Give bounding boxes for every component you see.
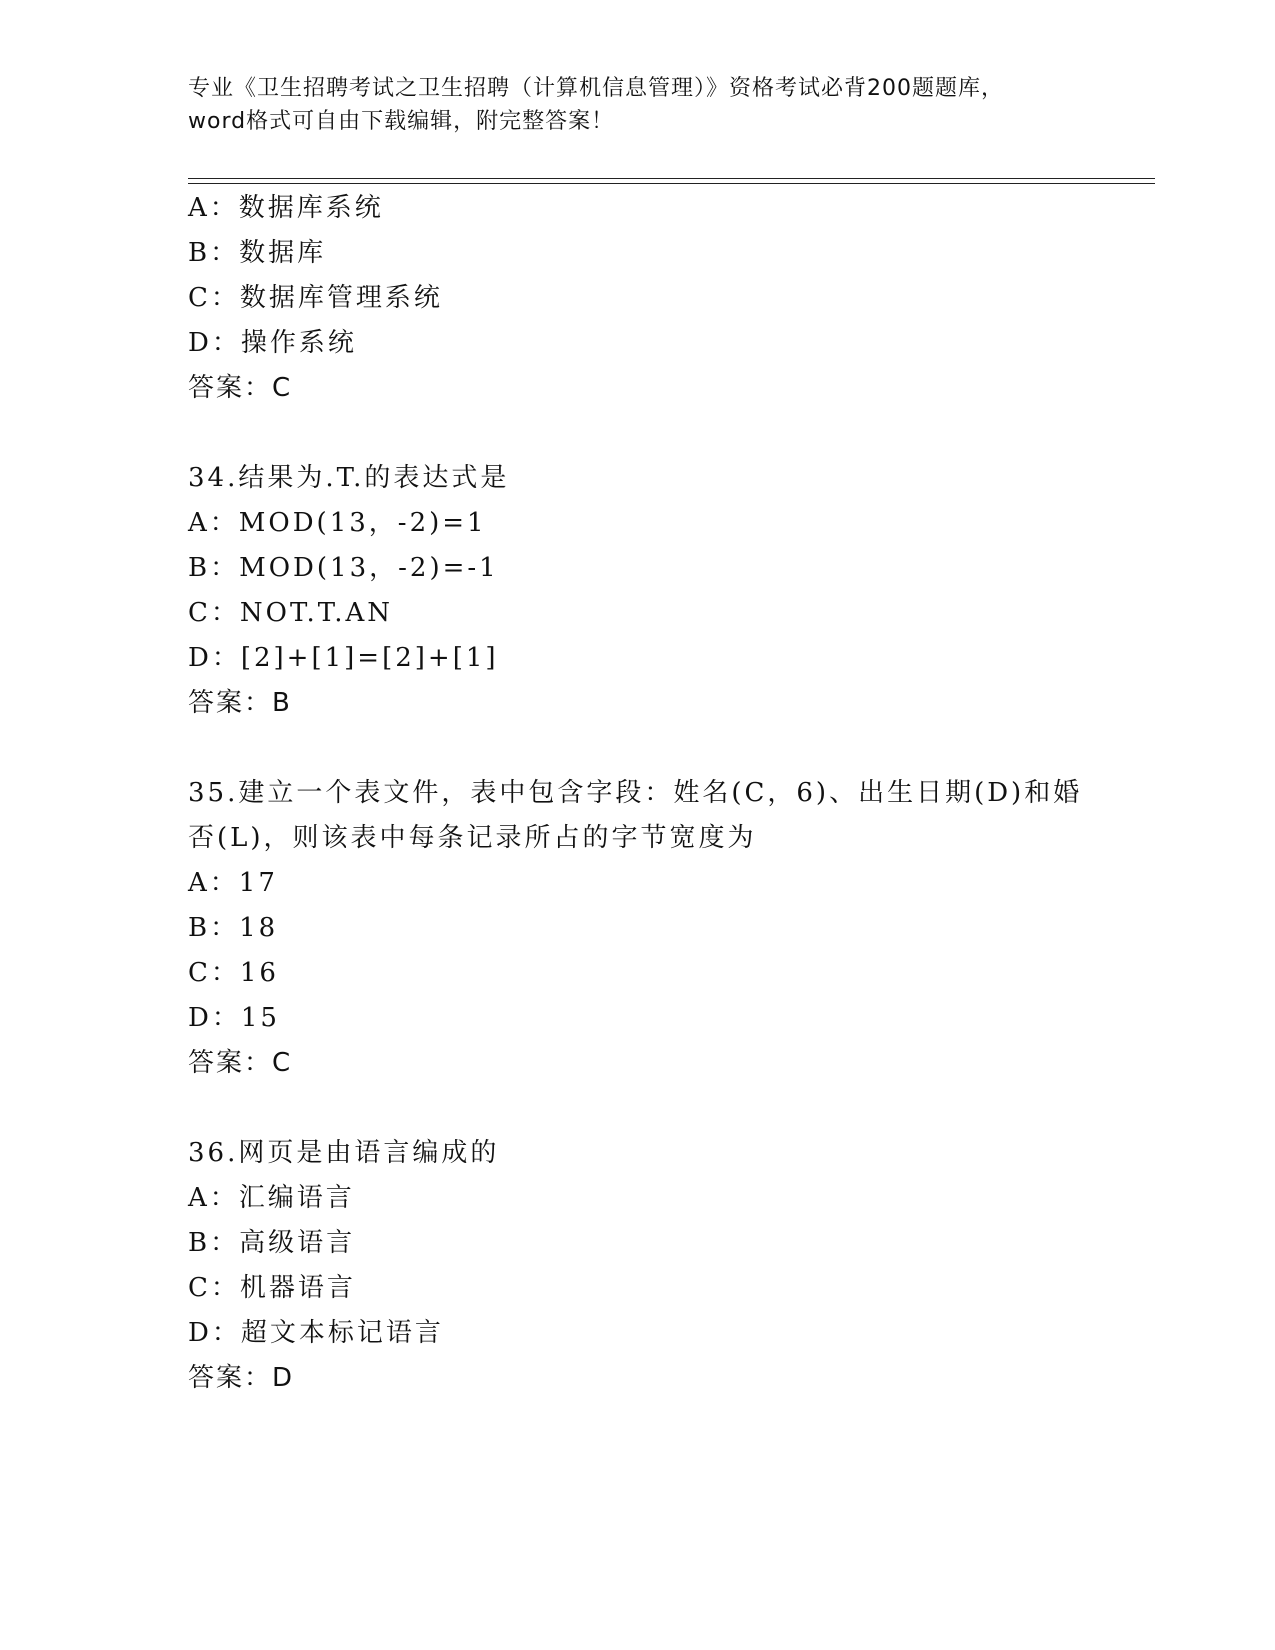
document-header xyxy=(188,72,1088,138)
q36-answer: 答案：D xyxy=(188,1363,295,1393)
q33-option-c: C：数据库管理系统 xyxy=(188,283,443,313)
q34-question: 34.结果为.T.的表达式是 xyxy=(188,463,510,493)
q35-option-b: B：18 xyxy=(188,913,279,943)
q35-question-line-1: 35.建立一个表文件，表中包含字段：姓名(C，6)、出生日期(D)和婚 xyxy=(188,778,1083,808)
q33-option-b: B：数据库 xyxy=(188,238,327,268)
q35-answer: 答案：C xyxy=(188,1048,293,1078)
header-divider-top xyxy=(188,178,1155,179)
q34-option-c: C：NOT.T.AN xyxy=(188,598,394,628)
q36-question: 36.网页是由语言编成的 xyxy=(188,1138,500,1168)
q34-answer: 答案：B xyxy=(188,688,292,718)
q35-option-a: A：17 xyxy=(188,868,278,898)
q33-option-d: D：操作系统 xyxy=(188,328,357,358)
q35-question-line-2: 否(L)，则该表中每条记录所占的字节宽度为 xyxy=(188,823,757,853)
q35-option-c: C：16 xyxy=(188,958,279,988)
q34-option-d: D：[2]+[1]=[2]+[1] xyxy=(188,643,499,673)
q33-option-a: A：数据库系统 xyxy=(188,193,384,223)
q36-option-a: A：汇编语言 xyxy=(188,1183,355,1213)
header-line-2: word格式可自由下载编辑，附完整答案！ xyxy=(188,109,615,134)
q36-option-d: D：超文本标记语言 xyxy=(188,1318,444,1348)
header-line-1: 专业《卫生招聘考试之卫生招聘（计算机信息管理）》资格考试必背200题题库， xyxy=(188,76,1004,101)
q34-option-b: B：MOD(13，-2)=-1 xyxy=(188,553,499,583)
q35-option-d: D：15 xyxy=(188,1003,280,1033)
q36-option-c: C：机器语言 xyxy=(188,1273,356,1303)
q34-option-a: A：MOD(13，-2)=1 xyxy=(188,508,487,538)
q36-option-b: B：高级语言 xyxy=(188,1228,356,1258)
header-divider-bottom xyxy=(188,183,1155,184)
q33-answer: 答案：C xyxy=(188,373,293,403)
